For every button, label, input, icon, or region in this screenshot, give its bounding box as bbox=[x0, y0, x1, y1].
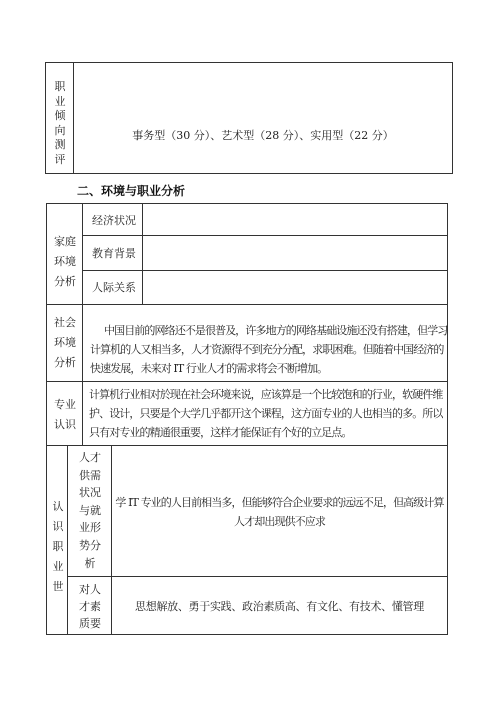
family-col-divider bbox=[82, 203, 83, 305]
talent-quality-label-line: 质要 bbox=[79, 617, 101, 630]
talent-quality-label-line: 才素 bbox=[79, 600, 101, 613]
eval-table-bottom-border bbox=[45, 173, 453, 174]
eval-table-right-border bbox=[452, 62, 453, 174]
talent-supply-label-line: 析 bbox=[84, 556, 96, 570]
talent-supply-text bbox=[112, 493, 447, 531]
social-col-divider bbox=[82, 304, 83, 382]
family-subrow-divider bbox=[82, 235, 448, 236]
talent-supply-label-line: 状况 bbox=[79, 486, 101, 500]
family-label-line: 家庭 bbox=[54, 235, 76, 248]
major-text-line: 护、设计，只要是个大学几乎都开这个课程，这方面专业的人也相当的多。所以 bbox=[89, 407, 443, 420]
family-label-line: 环境 bbox=[54, 255, 76, 268]
eval-label-char: 测 bbox=[54, 138, 66, 151]
eval-label-char: 职 bbox=[54, 80, 66, 93]
talent-supply-label-line: 与就 bbox=[79, 503, 101, 517]
career-subrow-divider bbox=[67, 576, 448, 577]
major-label-line: 认识 bbox=[54, 418, 76, 431]
social-label bbox=[48, 313, 82, 373]
major-text-line: 计算机行业相对於现在社会环境来说，应该算是一个比较饱和的行业，软硬件维 bbox=[89, 388, 443, 401]
career-label-char: 职 bbox=[52, 540, 64, 553]
table-left-border bbox=[46, 203, 47, 635]
talent-supply-label bbox=[69, 449, 111, 572]
family-row-label: 经济状况 bbox=[92, 214, 136, 227]
major-label-line: 专业 bbox=[54, 398, 76, 411]
career-label-char: 业 bbox=[52, 560, 64, 573]
social-text-line: 中国目前的网络还不是很普及，许多地方的网络基础设施还没有搭建，但学习 bbox=[104, 324, 448, 337]
eval-label-char: 倾 bbox=[54, 109, 66, 122]
social-text bbox=[90, 321, 447, 378]
family-row-label: 教育背景 bbox=[92, 247, 136, 260]
eval-label-char: 评 bbox=[54, 152, 66, 166]
table-top-border bbox=[46, 203, 448, 204]
family-label-line: 分析 bbox=[54, 275, 76, 288]
row-divider bbox=[46, 381, 448, 382]
major-col-divider bbox=[82, 381, 83, 446]
social-label-line: 社会 bbox=[54, 316, 76, 329]
career-label-char: 世 bbox=[52, 580, 64, 593]
talent-quality-text: 思想解放、勇于实践、政治素质高、有文化、有技术、懂管理 bbox=[135, 600, 424, 613]
eval-table-divider bbox=[73, 62, 74, 174]
eval-label-char: 向 bbox=[54, 123, 66, 137]
social-text-line: 计算机的人又相当多，人才资源得不到充分分配，求职困难。但随着中国经济的 bbox=[90, 343, 444, 356]
eval-label bbox=[53, 80, 67, 167]
talent-supply-label-line: 势分 bbox=[79, 538, 101, 552]
eval-label-char: 业 bbox=[54, 94, 66, 108]
talent-quality-label-line: 对人 bbox=[79, 583, 101, 596]
talent-supply-text-line: 人才却出现供不应求 bbox=[234, 515, 325, 528]
social-label-line: 环境 bbox=[54, 336, 76, 349]
major-label bbox=[48, 395, 82, 435]
social-text-line: 快速发展，未来对 IT 行业人才的需求将会不断增加。 bbox=[90, 362, 328, 375]
table-bottom-border bbox=[46, 634, 448, 635]
career-label-char: 识 bbox=[52, 520, 64, 533]
family-label bbox=[48, 232, 82, 292]
row-divider bbox=[46, 445, 448, 446]
family-subrow-divider bbox=[82, 270, 448, 271]
career-label bbox=[49, 497, 67, 597]
row-divider bbox=[46, 304, 448, 305]
eval-table-top-border bbox=[45, 62, 453, 63]
talent-supply-text-line: 学 IT 专业的人目前相当多，但能够符合企业要求的远远不足，但高级计算 bbox=[115, 496, 444, 509]
career-label-char: 认 bbox=[52, 500, 64, 513]
major-text bbox=[89, 385, 443, 442]
talent-quality-label bbox=[69, 581, 111, 632]
major-text-line: 只有对专业的精通很重要，这样才能保证有个好的立足点。 bbox=[89, 426, 352, 439]
family-row-label: 人际关系 bbox=[92, 281, 136, 294]
career-col-divider bbox=[67, 445, 68, 635]
family-col-divider bbox=[142, 203, 143, 305]
talent-supply-label-line: 人才 bbox=[79, 451, 101, 464]
eval-table-left-border bbox=[45, 62, 46, 174]
section-heading: 二、环境与职业分析 bbox=[77, 184, 186, 198]
table-right-border bbox=[447, 203, 448, 635]
talent-supply-label-line: 供需 bbox=[79, 468, 101, 482]
eval-result-text: 事务型（30 分）、艺术型（28 分）、实用型（22 分） bbox=[132, 129, 394, 142]
talent-supply-label-line: 业形 bbox=[79, 521, 101, 535]
social-label-line: 分析 bbox=[54, 356, 76, 369]
